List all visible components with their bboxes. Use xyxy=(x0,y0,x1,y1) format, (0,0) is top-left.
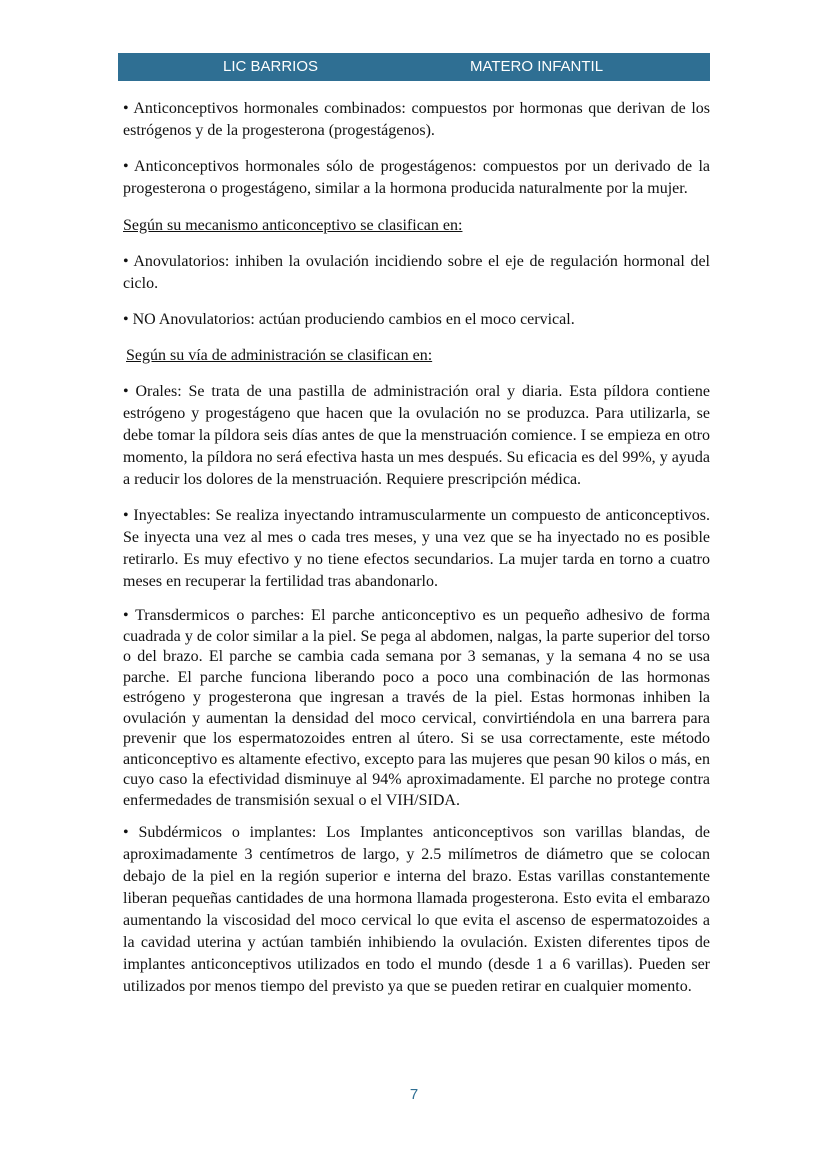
header-subject: MATERO INFANTIL xyxy=(470,58,604,75)
subheading-route: Según su vía de administración se clasifican en: xyxy=(126,347,433,364)
page-header xyxy=(118,53,710,81)
page-number: 7 xyxy=(409,1086,419,1103)
paragraph-combined-hormonal: • Anticonceptivos hormonales combinados: compuestos por hormonas que derivan de los estrógenos y de la progesterona (progestágenos). xyxy=(123,100,710,139)
paragraph-subdermal: • Subdérmicos o implantes: Los Implantes anticonceptivos son varillas blandas, de aproximadamente 3 centímetros de largo, y 2.5 milímetros de diámetro que se colocan debajo de la piel en la región superior e interna del brazo. Estas varillas constantemente liberan pequeñas cantidades de una hormona llamada progesterona. Esto evita el embarazo aumentando la viscosidad del moco cervical lo que evita el ascenso de espermatozoides a la cavidad uterina y actúan también inhibiendo la ovulación. Existen diferentes tipos de implantes anticonceptivos utilizados en todo el mundo (desde 1 a 6 varillas). Pueden ser utilizados por menos tiempo del previsto ya que se pueden retirar en cualquier momento. xyxy=(123,824,710,995)
paragraph-oral: • Orales: Se trata de una pastilla de administración oral y diaria. Esta píldora contiene estrógeno y progestágeno que hacen que la ovulación no se produzca. Para utilizarla, se debe tomar la píldora seis días antes de que la menstruación comience. I se empieza en otro momento, la píldora no será efectiva hasta un mes después. Su eficacia es del 99%, y ayuda a reducir los dolores de la menstruación. Requiere prescripción médica. xyxy=(123,383,710,488)
paragraph-injectable: • Inyectables: Se realiza inyectando intramuscularmente un compuesto de anticonceptivos. Se inyecta una vez al mes o cada tres meses, y una vez que se ha inyectado no es posible retirarlo. Es muy efectivo y no tiene efectos secundarios. La mujer tarda en torno a cuatro meses en recuperar la fertilidad tras abandonarlo. xyxy=(123,507,710,590)
paragraph-progestogen-only: • Anticonceptivos hormonales sólo de progestágenos: compuestos por un derivado de la progesterona o progestágeno, similar a la hormona producida naturalmente por la mujer. xyxy=(123,158,710,197)
paragraph-transdermal: • Transdermicos o parches: El parche anticonceptivo es un pequeño adhesivo de forma cuadrada y de color similar a la piel. Se pega al abdomen, nalgas, la parte superior del torso o del brazo. El parche se cambia cada semana por 3 semanas, y la semana 4 no se usa parche. El parche funciona liberando poco a poco una combinación de las hormonas estrógeno y progesterona que ingresan a través de la piel. Estas hormonas inhiben la ovulación y aumentan la densidad del moco cervical, convirtiéndola en una barrera para prevenir que los espermatozoides entren al útero. Si se usa correctamente, este método anticonceptivo es altamente efectivo, excepto para las mujeres que pesan 90 kilos o más, en cuyo caso la efectividad disminuye al 94% aproximadamente. El parche no protege contra enfermedades de transmisión sexual o el VIH/SIDA. xyxy=(123,607,710,809)
paragraph-anovulatory: • Anovulatorios: inhiben la ovulación incidiendo sobre el eje de regulación hormonal del ciclo. xyxy=(123,253,710,292)
subheading-mechanism: Según su mecanismo anticonceptivo se clasifican en: xyxy=(123,217,463,234)
header-author: LIC BARRIOS xyxy=(223,58,319,75)
paragraph-non-anovulatory: • NO Anovulatorios: actúan produciendo cambios en el moco cervical. xyxy=(123,311,575,328)
